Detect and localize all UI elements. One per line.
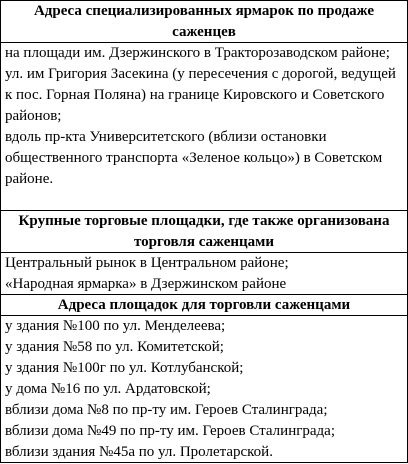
list-item: ул. им Григория Засекина (у пересечения с дорогой, ведущей к пос. Горная Поляна) на границе Кировского и Советского районов; — [5, 66, 396, 124]
section-header-sites: Адреса площадок для торговли саженцами — [1, 295, 407, 316]
list-item: вблизи дома №49 по пр-ту им. Героев Сталинграда; — [5, 423, 335, 439]
section-header-fairs: Адреса специализированных ярмарок по продаже саженцев — [1, 1, 407, 43]
list-item: у здания №100 по ул. Менделеева; — [5, 318, 226, 334]
list-item: «Народная ярмарка» в Дзержинском районе — [5, 276, 287, 292]
section-header-marketplaces: Крупные торговые площадки, где также организована торговля саженцами — [1, 211, 407, 253]
list-item: вблизи здания №45а по ул. Пролетарской. — [5, 444, 273, 460]
list-item: вблизи дома №8 по пр-ту им. Героев Сталинграда; — [5, 402, 328, 418]
list-item: у здания №58 по ул. Комитетской; — [5, 339, 224, 355]
list-item: вдоль пр-кта Университетского (вблизи остановки общественного транспорта «Зеленое кольцо») в Советском районе. — [5, 129, 383, 187]
list-item: у здания №100г по ул. Котлубанской; — [5, 360, 244, 376]
section-body-fairs — [1, 43, 407, 211]
section-body-marketplaces — [1, 253, 407, 295]
list-item: у дома №16 по ул. Ардатовской; — [5, 381, 211, 397]
section-body-sites — [1, 316, 407, 464]
list-item: на площади им. Дзержинского в Тракторозаводском районе; — [5, 45, 390, 61]
list-item: Центральный рынок в Центральном районе; — [5, 255, 289, 271]
